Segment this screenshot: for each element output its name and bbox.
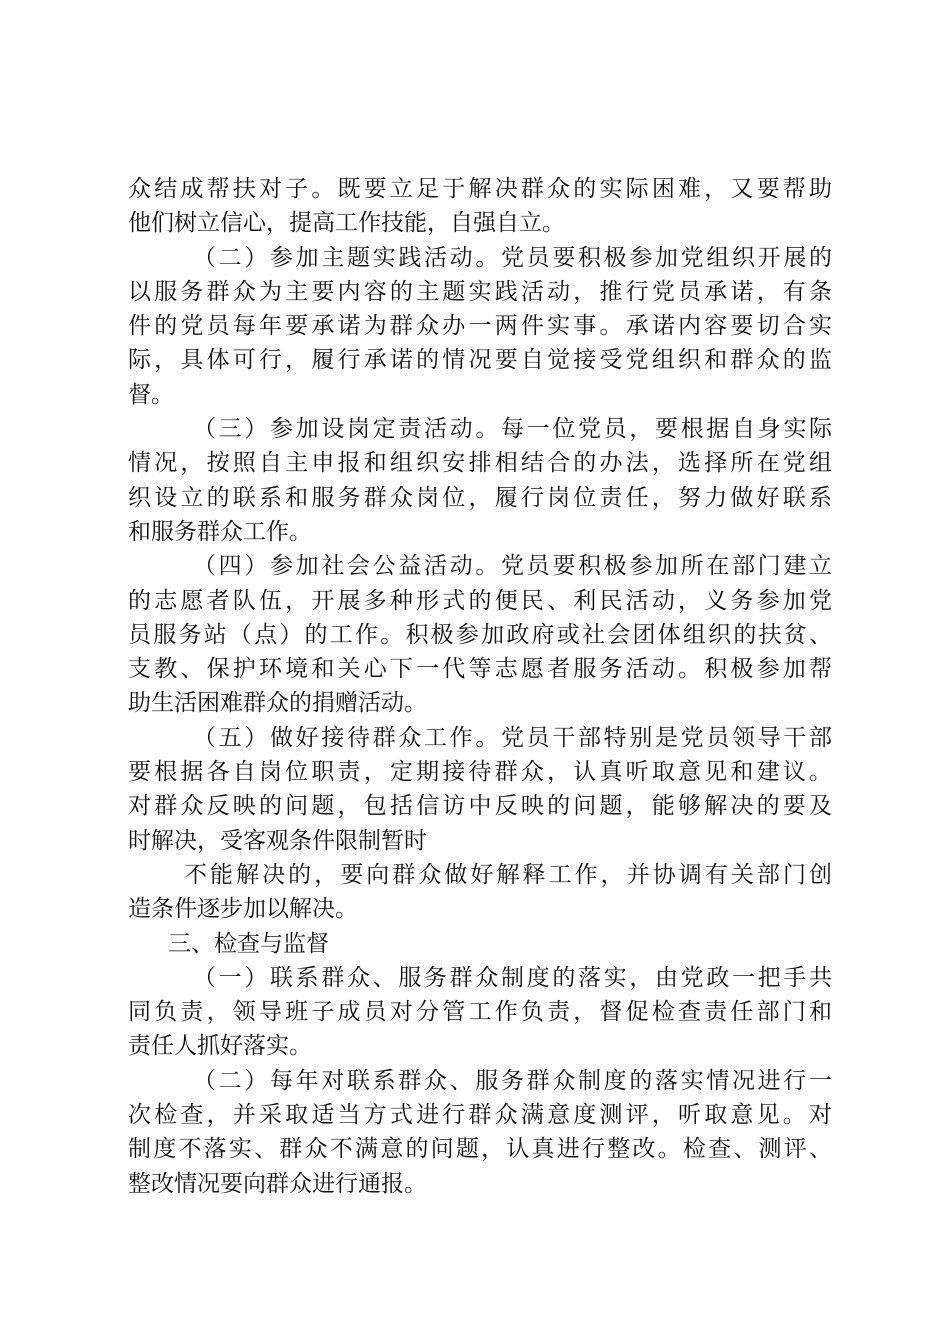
text-line: 要根据各自岗位职责，定期接待群众，认真听取意见和建议。 bbox=[128, 759, 832, 786]
text-line: 造条件逐步加以解决。 bbox=[128, 896, 358, 923]
text-line: （五）做好接待群众工作。党员干部特别是党员领导干部 bbox=[193, 724, 832, 751]
text-line: 对群众反映的问题，包括信访中反映的问题，能够解决的要及 bbox=[128, 793, 832, 820]
text-line: 制度不落实、群众不满意的问题，认真进行整改。检查、测评、 bbox=[128, 1136, 832, 1163]
text-line: 织设立的联系和服务群众岗位，履行岗位责任，努力做好联系 bbox=[128, 484, 832, 511]
text-line: 助生活困难群众的捐赠活动。 bbox=[128, 690, 427, 717]
text-line: 时解决，受客观条件限制暂时 bbox=[128, 827, 427, 854]
text-line: （二）参加主题实践活动。党员要积极参加党组织开展的 bbox=[193, 244, 832, 271]
text-line: 支教、保护环境和关心下一代等志愿者服务活动。积极参加帮 bbox=[128, 656, 832, 683]
text-line: （三）参加设岗定责活动。每一位党员，要根据自身实际 bbox=[193, 416, 832, 443]
text-line: 众结成帮扶对子。既要立足于解决群众的实际困难，又要帮助 bbox=[128, 176, 832, 202]
text-line: 督。 bbox=[128, 381, 174, 408]
document-body bbox=[128, 172, 832, 1201]
text-line: 和服务群众工作。 bbox=[128, 518, 312, 545]
text-line: 责任人抓好落实。 bbox=[128, 1033, 312, 1060]
text-line: 他们树立信心，提高工作技能，自强自立。 bbox=[128, 210, 565, 237]
text-line: 次检查，并采取适当方式进行群众满意度测评，听取意见。对 bbox=[128, 1102, 832, 1129]
text-line: 员服务站（点）的工作。积极参加政府或社会团体组织的扶贫、 bbox=[128, 621, 832, 648]
text-line: 以服务群众为主要内容的主题实践活动，推行党员承诺，有条 bbox=[128, 278, 832, 305]
text-line: （一）联系群众、服务群众制度的落实，由党政一把手共 bbox=[193, 964, 832, 991]
text-line: 情况，按照自主申报和组织安排相结合的办法，选择所在党组 bbox=[128, 450, 832, 477]
text-line: 的志愿者队伍，开展多种形式的便民、利民活动，义务参加党 bbox=[128, 587, 832, 614]
text-line: 际，具体可行，履行承诺的情况要自觉接受党组织和群众的监 bbox=[128, 347, 832, 374]
text-line: 三、检查与监督 bbox=[168, 930, 329, 957]
text-line: 不能解决的，要向群众做好解释工作，并协调有关部门创 bbox=[184, 861, 832, 888]
text-line: （四）参加社会公益活动。党员要积极参加所在部门建立 bbox=[193, 553, 832, 580]
text-line: （二）每年对联系群众、服务群众制度的落实情况进行一 bbox=[193, 1067, 832, 1094]
text-line: 整改情况要向群众进行通报。 bbox=[128, 1170, 427, 1197]
text-line: 件的党员每年要承诺为群众办一两件实事。承诺内容要切合实 bbox=[128, 313, 832, 340]
text-line: 同负责，领导班子成员对分管工作负责，督促检查责任部门和 bbox=[128, 999, 832, 1026]
